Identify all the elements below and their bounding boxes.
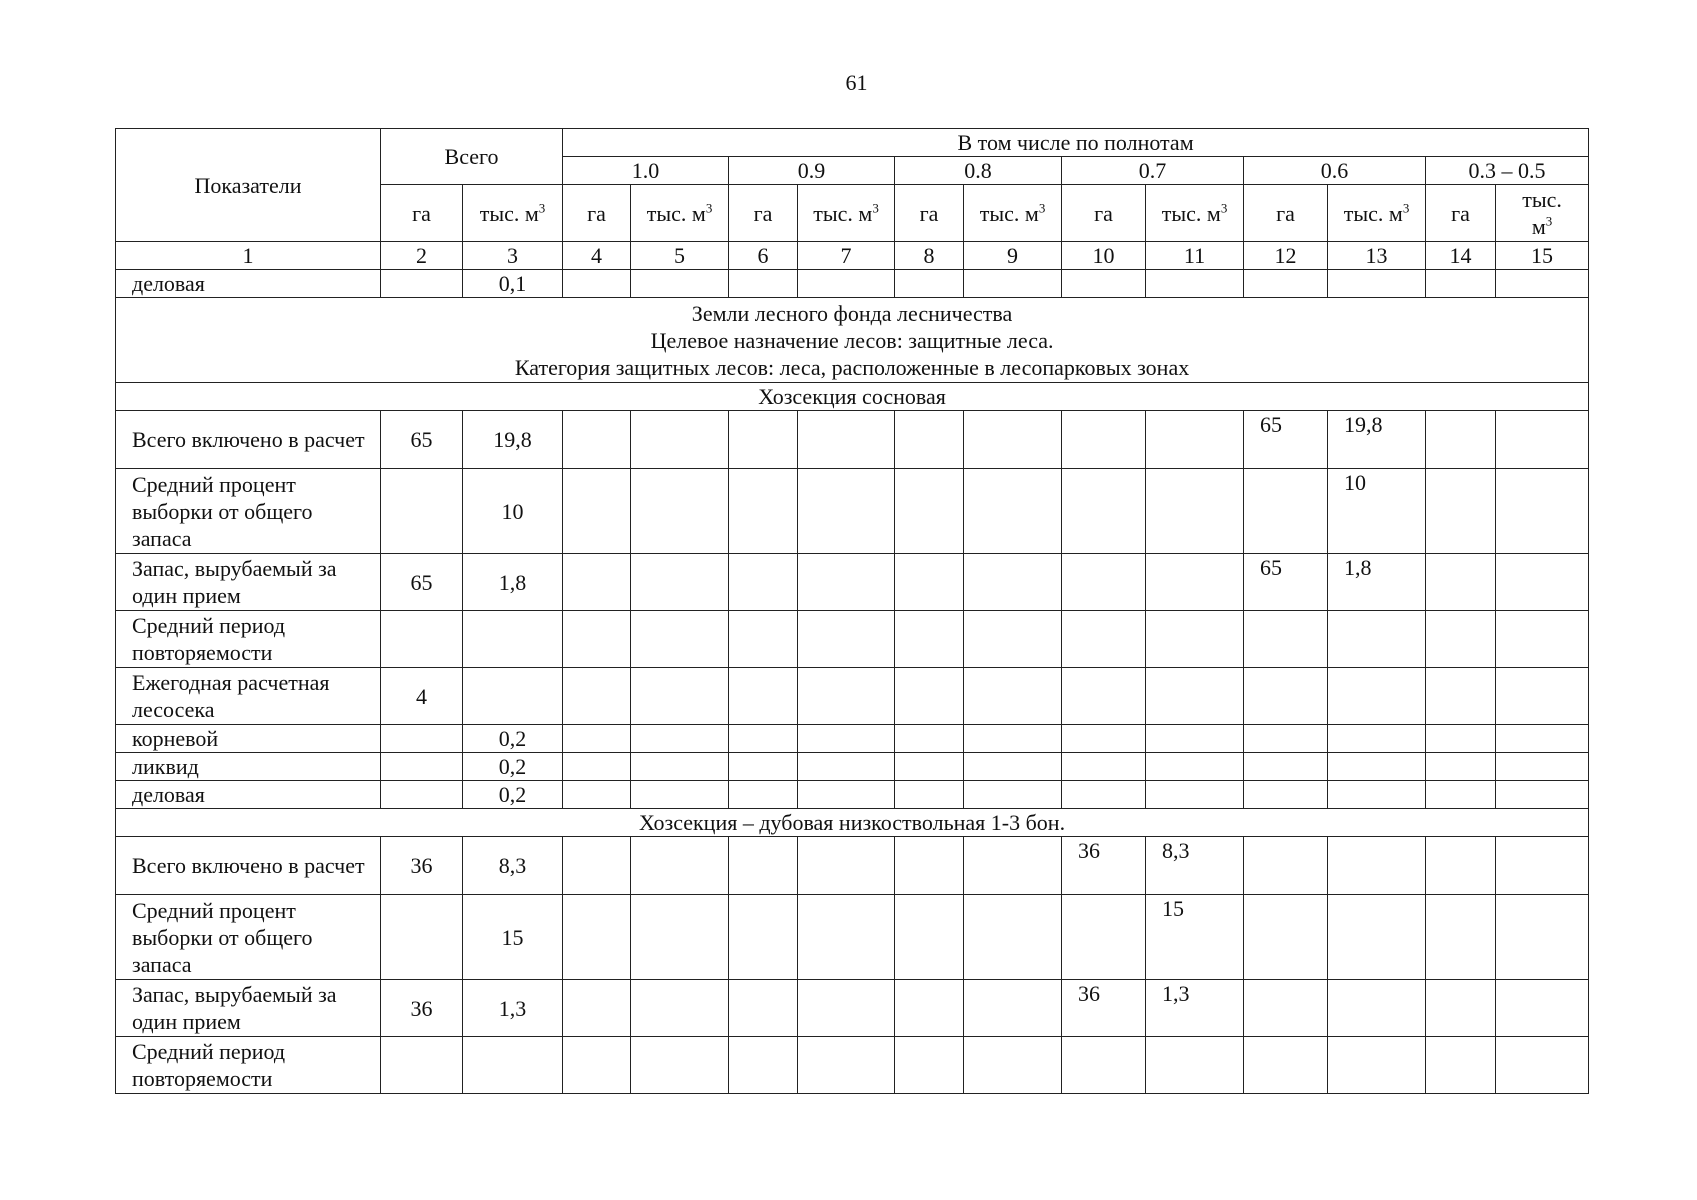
page-number: 61	[845, 70, 868, 95]
table-row	[116, 611, 1589, 668]
column-number: 5	[631, 242, 729, 270]
header-density-0-8: 0.8	[895, 157, 1062, 185]
unit-ha: га	[1244, 185, 1328, 242]
unit-ha: га	[1426, 185, 1496, 242]
table-row	[116, 837, 1589, 895]
column-number: 1	[116, 242, 381, 270]
cell-total-vol: 15	[463, 895, 563, 980]
unit-ha: га	[381, 185, 463, 242]
table-row	[116, 1037, 1589, 1094]
section-info-row	[116, 298, 1589, 383]
row-label: деловая	[116, 270, 381, 298]
section-title-row	[116, 383, 1589, 411]
column-number: 15	[1496, 242, 1589, 270]
column-number: 2	[381, 242, 463, 270]
unit-vol: тыс. $м^3$	[631, 185, 729, 242]
unit-vol: тыс. $м^3$	[964, 185, 1062, 242]
section-title-oak: Хозсекция – дубовая низкоствольная 1-3 бон.	[116, 809, 1589, 837]
row-label: ликвид	[116, 753, 381, 781]
header-density-0-3-0-5: 0.3 – 0.5	[1426, 157, 1589, 185]
cell-d06-ha: 65	[1244, 554, 1328, 611]
section-info: Земли лесного фонда лесничества Целевое назначение лесов: защитные леса. Категория защитных лесов: леса, расположенные в лесопарковых зонах	[116, 298, 1589, 383]
section-title-pine: Хозсекция сосновая	[116, 383, 1589, 411]
row-label: Ежегодная расчетная лесосека	[116, 668, 381, 725]
cell-total-vol: 0,2	[463, 781, 563, 809]
row-label: Всего включено в расчет	[116, 837, 381, 895]
cell-d06-ha: 65	[1244, 411, 1328, 469]
cell-d07-vol: 1,3	[1146, 980, 1244, 1037]
header-indicators: Показатели	[116, 129, 381, 242]
column-number: 13	[1328, 242, 1426, 270]
section-title-row	[116, 809, 1589, 837]
cell-d07-vol: 8,3	[1146, 837, 1244, 895]
header-density-0-6: 0.6	[1244, 157, 1426, 185]
header-density-1-0: 1.0	[563, 157, 729, 185]
unit-vol: тыс. $м^3$	[798, 185, 895, 242]
row-label: Запас, вырубаемый за один прием	[116, 980, 381, 1037]
row-label: Средний период повторяемости	[116, 1037, 381, 1094]
cell-total-vol: 19,8	[463, 411, 563, 469]
cell-total-ha: 4	[381, 668, 463, 725]
header-by-density: В том числе по полнотам	[563, 129, 1589, 157]
header-density-0-9: 0.9	[729, 157, 895, 185]
unit-vol: тыс. $м^3$	[463, 185, 563, 242]
table-row	[116, 725, 1589, 753]
cell-total-vol: 1,8	[463, 554, 563, 611]
header-density-0-7: 0.7	[1062, 157, 1244, 185]
column-number: 3	[463, 242, 563, 270]
table-row	[116, 270, 1589, 298]
column-number: 9	[964, 242, 1062, 270]
unit-ha: га	[895, 185, 964, 242]
column-number: 11	[1146, 242, 1244, 270]
row-label: Запас, вырубаемый за один прием	[116, 554, 381, 611]
table-row	[116, 980, 1589, 1037]
cell-d07-ha: 36	[1062, 837, 1146, 895]
forest-cutting-table	[115, 128, 1589, 1094]
cell-total-vol: 0,2	[463, 725, 563, 753]
cell-total-vol: 0,1	[463, 270, 563, 298]
unit-ha: га	[729, 185, 798, 242]
cell-d06-vol: 10	[1328, 469, 1426, 554]
column-number: 8	[895, 242, 964, 270]
table-row	[116, 895, 1589, 980]
unit-vol: тыс. $м^3$	[1146, 185, 1244, 242]
header-total: Всего	[381, 129, 563, 185]
table-row	[116, 753, 1589, 781]
row-label: корневой	[116, 725, 381, 753]
table-row	[116, 554, 1589, 611]
column-number: 12	[1244, 242, 1328, 270]
cell-total-ha: 65	[381, 554, 463, 611]
unit-vol: тыс. $м^3$	[1496, 185, 1589, 242]
unit-vol: тыс. $м^3$	[1328, 185, 1426, 242]
unit-ha: га	[563, 185, 631, 242]
row-label: Средний процент выборки от общего запаса	[116, 895, 381, 980]
cell-total-vol: 1,3	[463, 980, 563, 1037]
cell-d07-vol: 15	[1146, 895, 1244, 980]
table-row	[116, 781, 1589, 809]
table-row	[116, 469, 1589, 554]
column-number: 14	[1426, 242, 1496, 270]
column-number: 6	[729, 242, 798, 270]
cell-total-ha: 36	[381, 980, 463, 1037]
cell-d06-vol: 1,8	[1328, 554, 1426, 611]
cell-total-ha: 36	[381, 837, 463, 895]
row-label: деловая	[116, 781, 381, 809]
column-number: 4	[563, 242, 631, 270]
row-label: Средний процент выборки от общего запаса	[116, 469, 381, 554]
cell-d07-ha: 36	[1062, 980, 1146, 1037]
column-numbers-row	[116, 242, 1589, 270]
cell-total-ha: 65	[381, 411, 463, 469]
table-row	[116, 411, 1589, 469]
table-row	[116, 668, 1589, 725]
row-label: Средний период повторяемости	[116, 611, 381, 668]
cell-d06-vol: 19,8	[1328, 411, 1426, 469]
row-label: Всего включено в расчет	[116, 411, 381, 469]
cell-total-vol: 8,3	[463, 837, 563, 895]
cell-total-vol: 10	[463, 469, 563, 554]
unit-ha: га	[1062, 185, 1146, 242]
cell-total-vol: 0,2	[463, 753, 563, 781]
column-number: 7	[798, 242, 895, 270]
header-row-1	[116, 129, 1589, 157]
column-number: 10	[1062, 242, 1146, 270]
